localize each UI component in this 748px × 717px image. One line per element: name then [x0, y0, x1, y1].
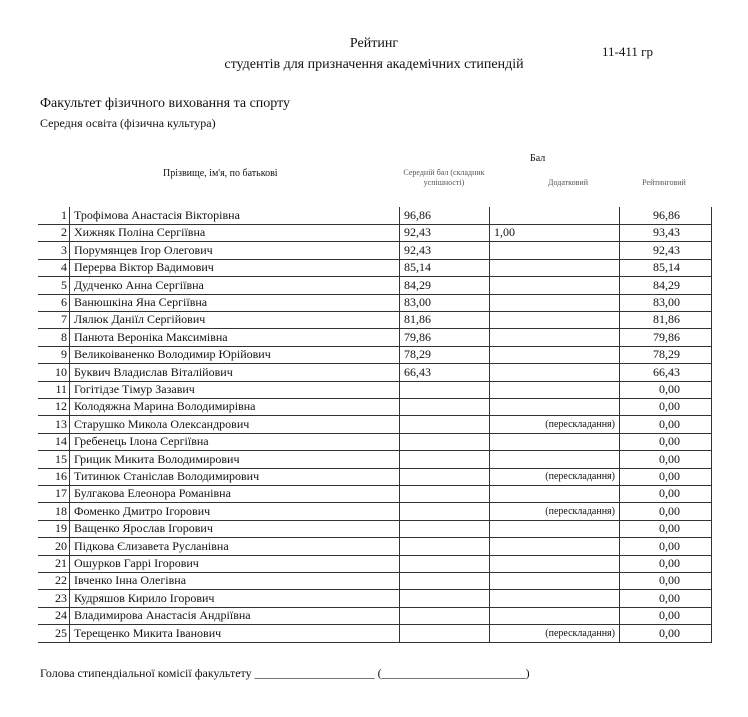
- average-score: [400, 572, 490, 589]
- rating-score: 79,86: [653, 329, 680, 344]
- average-score: [400, 485, 490, 502]
- row-number: 9: [38, 346, 70, 363]
- row-number: 16: [38, 468, 70, 485]
- average-score: 92,43: [400, 224, 490, 241]
- row-number: 10: [38, 364, 70, 381]
- average-score: 78,29: [400, 346, 490, 363]
- additional-score-cell: [490, 294, 620, 311]
- table-row: [38, 294, 712, 312]
- rating-score-cell: [620, 311, 712, 328]
- additional-score-cell: [490, 520, 620, 537]
- rating-score-cell: [620, 625, 712, 642]
- average-score: [400, 520, 490, 537]
- additional-score-cell: [490, 625, 620, 642]
- additional-score-cell: [490, 485, 620, 502]
- row-number: 15: [38, 451, 70, 468]
- rating-score-cell: [620, 207, 712, 224]
- retake-note: (перескладання): [545, 627, 615, 639]
- rating-score-cell: [620, 468, 712, 485]
- student-name: Ващенко Ярослав Ігорович: [70, 520, 400, 537]
- additional-score-cell: [490, 538, 620, 555]
- row-number: 20: [38, 538, 70, 555]
- rating-score-cell: [620, 607, 712, 624]
- table-row: [38, 398, 712, 416]
- table-row: [38, 207, 712, 225]
- faculty-name: Факультет фізичного виховання та спорту: [40, 96, 291, 111]
- average-score: 85,14: [400, 259, 490, 276]
- retake-note: (перескладання): [545, 418, 615, 430]
- average-score: 84,29: [400, 277, 490, 294]
- rating-score: 0,00: [659, 451, 680, 466]
- student-name: Булгакова Елеонора Романівна: [70, 485, 400, 502]
- rating-score: 85,14: [653, 260, 680, 275]
- rating-score-cell: [620, 451, 712, 468]
- rating-score-cell: [620, 398, 712, 415]
- row-number: 22: [38, 572, 70, 589]
- rating-score-cell: [620, 538, 712, 555]
- student-name: Терещенко Микита Іванович: [70, 625, 400, 642]
- additional-score-cell: [490, 346, 620, 363]
- rating-score: 78,29: [653, 347, 680, 362]
- row-number: 5: [38, 277, 70, 294]
- rating-score: 0,00: [659, 503, 680, 518]
- rating-score-cell: [620, 242, 712, 259]
- table-row: [38, 381, 712, 399]
- rating-score-cell: [620, 277, 712, 294]
- header-avg: Середній бал (складник успішності): [403, 168, 485, 187]
- table-row: [38, 468, 712, 486]
- row-number: 23: [38, 590, 70, 607]
- average-score: [400, 451, 490, 468]
- retake-note: (перескладання): [545, 505, 615, 517]
- header-additional: Додатковий: [548, 178, 588, 187]
- additional-score-cell: [490, 503, 620, 520]
- student-name: Трофімова Анастасія Вікторівна: [70, 207, 400, 224]
- student-name: Підкова Єлизавета Русланівна: [70, 538, 400, 555]
- table-row: [38, 590, 712, 608]
- row-number: 2: [38, 224, 70, 241]
- student-name: Дудченко Анна Сергіївна: [70, 277, 400, 294]
- student-name: Грицик Микита Володимирович: [70, 451, 400, 468]
- program-name: Середня освіта (фізична культура): [40, 116, 216, 130]
- student-name: Хижняк Поліна Сергіївна: [70, 224, 400, 241]
- additional-score-cell: [490, 242, 620, 259]
- rating-score: 84,29: [653, 277, 680, 292]
- student-name: Титинюк Станіслав Володимирович: [70, 468, 400, 485]
- table-row: [38, 224, 712, 242]
- table-row: [38, 242, 712, 260]
- row-number: 19: [38, 520, 70, 537]
- row-number: 13: [38, 416, 70, 433]
- student-name: Старушко Микола Олександрович: [70, 416, 400, 433]
- document-title: Рейтинг: [349, 36, 399, 51]
- rating-score-cell: [620, 259, 712, 276]
- additional-score-cell: [490, 607, 620, 624]
- additional-score: 1,00: [494, 225, 515, 240]
- table-row: [38, 555, 712, 573]
- table-row: [38, 538, 712, 556]
- average-score: [400, 416, 490, 433]
- rating-score-cell: [620, 364, 712, 381]
- header-bal: Бал: [530, 153, 546, 164]
- student-name: Фоменко Дмитро Ігорович: [70, 503, 400, 520]
- rating-score-cell: [620, 381, 712, 398]
- additional-score-cell: [490, 590, 620, 607]
- rating-score: 0,00: [659, 590, 680, 605]
- rating-score: 96,86: [653, 208, 680, 222]
- average-score: 92,43: [400, 242, 490, 259]
- rating-score: 0,00: [659, 608, 680, 623]
- average-score: [400, 625, 490, 642]
- average-score: 79,86: [400, 329, 490, 346]
- table-row: [38, 451, 712, 469]
- additional-score-cell: [490, 572, 620, 589]
- rating-score: 0,00: [659, 382, 680, 396]
- table-row: [38, 520, 712, 538]
- rating-score-cell: [620, 224, 712, 241]
- student-name: Панюта Вероніка Максимівна: [70, 329, 400, 346]
- rating-score: 0,00: [659, 399, 680, 414]
- additional-score-cell: [490, 416, 620, 433]
- row-number: 14: [38, 433, 70, 450]
- additional-score-cell: [490, 259, 620, 276]
- student-name: Владимирова Анастасія Андріївна: [70, 607, 400, 624]
- additional-score-cell: [490, 451, 620, 468]
- row-number: 1: [38, 207, 70, 224]
- average-score: [400, 468, 490, 485]
- rating-score: 81,86: [653, 312, 680, 327]
- rating-score-cell: [620, 555, 712, 572]
- table-row: [38, 503, 712, 521]
- rating-score-cell: [620, 329, 712, 346]
- table-row: [38, 572, 712, 590]
- table-row: [38, 416, 712, 434]
- row-number: 7: [38, 311, 70, 328]
- rating-score: 93,43: [653, 225, 680, 240]
- average-score: [400, 398, 490, 415]
- student-name: Буквич Владислав Віталійович: [70, 364, 400, 381]
- additional-score-cell: [490, 381, 620, 398]
- table-row: [38, 485, 712, 503]
- average-score: [400, 538, 490, 555]
- table-row: [38, 433, 712, 451]
- rating-score: 0,00: [659, 521, 680, 536]
- additional-score-cell: [490, 364, 620, 381]
- student-name: Івченко Інна Олегівна: [70, 572, 400, 589]
- additional-score-cell: [490, 433, 620, 450]
- row-number: 25: [38, 625, 70, 642]
- table-row: [38, 277, 712, 295]
- additional-score-cell: [490, 311, 620, 328]
- student-name: Лялюк Даніїл Сергійович: [70, 311, 400, 328]
- rating-score-cell: [620, 433, 712, 450]
- table-row: [38, 311, 712, 329]
- rating-score: 0,00: [659, 469, 680, 483]
- table-row: [38, 259, 712, 277]
- rating-score: 0,00: [659, 434, 680, 449]
- average-score: 96,86: [400, 207, 490, 224]
- student-name: Гребенець Ілона Сергіївна: [70, 433, 400, 450]
- student-name: Великоіваненко Володимир Юрійович: [70, 346, 400, 363]
- row-number: 4: [38, 259, 70, 276]
- header-rating: Рейтинговий: [642, 178, 686, 187]
- rating-score: 83,00: [653, 295, 680, 309]
- average-score: [400, 433, 490, 450]
- row-number: 11: [38, 381, 70, 398]
- table-row: [38, 346, 712, 364]
- average-score: [400, 503, 490, 520]
- row-number: 17: [38, 485, 70, 502]
- row-number: 3: [38, 242, 70, 259]
- student-name: Кудряшов Кирило Ігорович: [70, 590, 400, 607]
- average-score: [400, 555, 490, 572]
- student-name: Перерва Віктор Вадимович: [70, 259, 400, 276]
- rating-score-cell: [620, 590, 712, 607]
- student-name: Колодяжна Марина Володимирівна: [70, 398, 400, 415]
- student-name: Ванюшкіна Яна Сергіївна: [70, 294, 400, 311]
- rating-score-cell: [620, 503, 712, 520]
- average-score: 83,00: [400, 294, 490, 311]
- rating-score-cell: [620, 346, 712, 363]
- row-number: 6: [38, 294, 70, 311]
- additional-score-cell: [490, 277, 620, 294]
- additional-score-cell: [490, 398, 620, 415]
- rating-score: 0,00: [659, 538, 680, 553]
- table-row: [38, 607, 712, 625]
- rating-score: 0,00: [659, 486, 680, 501]
- rating-score: 66,43: [653, 364, 680, 379]
- rating-score-cell: [620, 416, 712, 433]
- document-subtitle: студентів для призначення академічних стипендій: [224, 57, 524, 72]
- rating-score: 0,00: [659, 556, 680, 570]
- row-number: 21: [38, 555, 70, 572]
- header-name: Прізвище, ім'я, по батькові: [163, 168, 278, 179]
- student-name: Ошурков Гаррі Ігорович: [70, 555, 400, 572]
- additional-score-cell: [490, 207, 620, 224]
- average-score: [400, 607, 490, 624]
- rating-score: 92,43: [653, 242, 680, 257]
- rating-score: 0,00: [659, 625, 680, 640]
- additional-score-cell: [490, 555, 620, 572]
- row-number: 18: [38, 503, 70, 520]
- table-row: [38, 329, 712, 347]
- table-row: [38, 625, 712, 643]
- additional-score-cell: [490, 224, 620, 241]
- rating-score-cell: [620, 485, 712, 502]
- row-number: 8: [38, 329, 70, 346]
- average-score: [400, 590, 490, 607]
- rating-score: 0,00: [659, 573, 680, 588]
- additional-score-cell: [490, 468, 620, 485]
- row-number: 12: [38, 398, 70, 415]
- table-row: [38, 364, 712, 382]
- student-name: Порумянцев Ігор Олегович: [70, 242, 400, 259]
- retake-note: (перескладання): [545, 471, 615, 482]
- average-score: 81,86: [400, 311, 490, 328]
- rating-score-cell: [620, 294, 712, 311]
- student-name: Гогітідзе Тімур Зазавич: [70, 381, 400, 398]
- additional-score-cell: [490, 329, 620, 346]
- signature-line: Голова стипендіальної комісії факультету ____________________ (________________________): [40, 666, 530, 680]
- group-label: 11-411 гр: [602, 44, 653, 59]
- average-score: [400, 381, 490, 398]
- average-score: 66,43: [400, 364, 490, 381]
- row-number: 24: [38, 607, 70, 624]
- rating-score: 0,00: [659, 416, 680, 431]
- rating-score-cell: [620, 520, 712, 537]
- rating-score-cell: [620, 572, 712, 589]
